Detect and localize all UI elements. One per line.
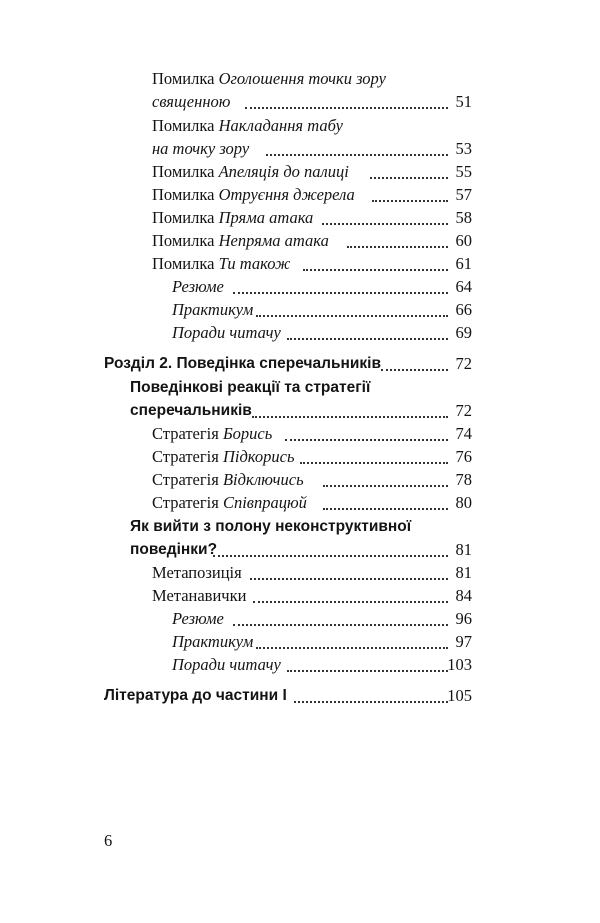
- toc-entry-title: Накладання табу: [218, 116, 343, 135]
- toc-entry-title: Підкорись: [222, 447, 295, 466]
- dot-leader: [370, 177, 448, 179]
- toc-entry-title: Ти також: [218, 254, 291, 273]
- toc-page-number: 60: [455, 231, 472, 250]
- dot-leader: [381, 369, 448, 371]
- toc-chapter-title: Література до частини І: [104, 687, 287, 704]
- toc-entry-line: [152, 254, 290, 274]
- toc-entry-label: Метапозиція: [152, 563, 242, 582]
- toc-page-number: 74: [455, 424, 472, 443]
- dot-leader: [294, 701, 448, 703]
- dot-leader: [287, 670, 448, 672]
- dot-leader: [347, 246, 448, 248]
- dot-leader: [303, 269, 448, 271]
- dot-leader: [233, 624, 448, 626]
- toc-entry-title-cont: священною: [152, 92, 231, 111]
- toc-entry-line: [152, 424, 272, 444]
- toc-entry-title-cont: на точку зору: [152, 139, 250, 158]
- toc-page-number: 72: [455, 401, 472, 420]
- dot-leader: [323, 485, 448, 487]
- toc-entry-title: Отруєння джерела: [218, 185, 355, 204]
- toc-entry-title: Непряма атака: [218, 231, 329, 250]
- toc-page-number: 61: [455, 254, 472, 273]
- toc-entry-title: Резюме: [172, 277, 224, 296]
- toc-section-title: Як вийти з полону неконструктивної: [130, 518, 412, 535]
- toc-entry-label: Помилка: [152, 254, 219, 273]
- toc-page-number: 57: [455, 185, 472, 204]
- toc-page-number: 81: [455, 540, 472, 559]
- toc-page-number: 80: [455, 493, 472, 512]
- toc-entry-title: Поради читачу: [172, 323, 281, 342]
- toc-page-number: 103: [447, 655, 472, 674]
- dot-leader: [253, 601, 448, 603]
- toc-entry-line: [152, 162, 349, 182]
- toc-entry-label: Стратегія: [152, 470, 223, 489]
- toc-entry-title: Апеляція до палиці: [218, 162, 349, 181]
- toc-entry-line: [152, 231, 329, 251]
- dot-leader: [252, 416, 448, 418]
- toc-page-number: 76: [455, 447, 472, 466]
- dot-leader: [245, 107, 448, 109]
- dot-leader: [323, 508, 448, 510]
- toc-entry-line: [152, 470, 304, 490]
- toc-chapter-title: Розділ 2. Поведінка сперечальників: [104, 355, 381, 372]
- dot-leader: [256, 315, 448, 317]
- toc-section-title-cont: сперечальників: [130, 402, 252, 419]
- toc-page-number: 96: [455, 609, 472, 628]
- toc-page-number: 66: [455, 300, 472, 319]
- dot-leader: [285, 439, 448, 441]
- dot-leader: [250, 578, 448, 580]
- dot-leader: [266, 154, 448, 156]
- toc-page-number: 64: [455, 277, 472, 296]
- toc-entry-label: Помилка: [152, 185, 219, 204]
- toc-entry-title: Практикум: [172, 300, 254, 319]
- toc-entry-label: Помилка: [152, 116, 219, 135]
- dot-leader: [213, 555, 448, 557]
- toc-page-number: 84: [455, 586, 472, 605]
- toc-entry-label: Помилка: [152, 162, 219, 181]
- toc-entry-title: Співпрацюй: [222, 493, 307, 512]
- toc-entry-line: [152, 185, 355, 205]
- toc-entry-label: Стратегія: [152, 424, 223, 443]
- dot-leader: [372, 200, 448, 202]
- toc-entry-title: Борись: [222, 424, 273, 443]
- dot-leader: [256, 647, 448, 649]
- toc-entry-label: Помилка: [152, 231, 219, 250]
- toc-page-number: 72: [455, 354, 472, 373]
- page-number: 6: [104, 831, 113, 850]
- toc-entry-title: Практикум: [172, 632, 254, 651]
- toc-page-number: 58: [455, 208, 472, 227]
- toc-entry-title: Поради читачу: [172, 655, 281, 674]
- toc-entry-title: Оголошення точки зору: [218, 69, 386, 88]
- toc-entry-line: [152, 116, 343, 136]
- toc-entry-label: Метанавички: [152, 586, 247, 605]
- toc-section-title-cont: поведінки?: [130, 541, 218, 558]
- toc-entry-title: Відключись: [222, 470, 304, 489]
- toc-page-number: 53: [455, 139, 472, 158]
- dot-leader: [233, 292, 448, 294]
- toc-page-number: 55: [455, 162, 472, 181]
- toc-page-number: 78: [455, 470, 472, 489]
- toc-entry-line: [152, 69, 386, 89]
- toc-entry-label: Помилка: [152, 208, 219, 227]
- toc-entry-label: Стратегія: [152, 493, 223, 512]
- toc-page-number: 51: [455, 92, 472, 111]
- dot-leader: [322, 223, 448, 225]
- dot-leader: [300, 462, 448, 464]
- dot-leader: [287, 338, 448, 340]
- toc-entry-title: Резюме: [172, 609, 224, 628]
- toc-entry-title: Пряма атака: [218, 208, 314, 227]
- toc-section-title: Поведінкові реакції та стратегії: [130, 379, 371, 396]
- toc-entry-line: [152, 208, 313, 228]
- toc-page-number: 81: [455, 563, 472, 582]
- toc-entry-line: [152, 493, 307, 513]
- toc-entry-line: [152, 447, 294, 467]
- toc-page-number: 69: [455, 323, 472, 342]
- toc-page-number: 97: [455, 632, 472, 651]
- toc-entry-label: Помилка: [152, 69, 219, 88]
- toc-page-number: 105: [447, 686, 472, 705]
- toc-entry-label: Стратегія: [152, 447, 223, 466]
